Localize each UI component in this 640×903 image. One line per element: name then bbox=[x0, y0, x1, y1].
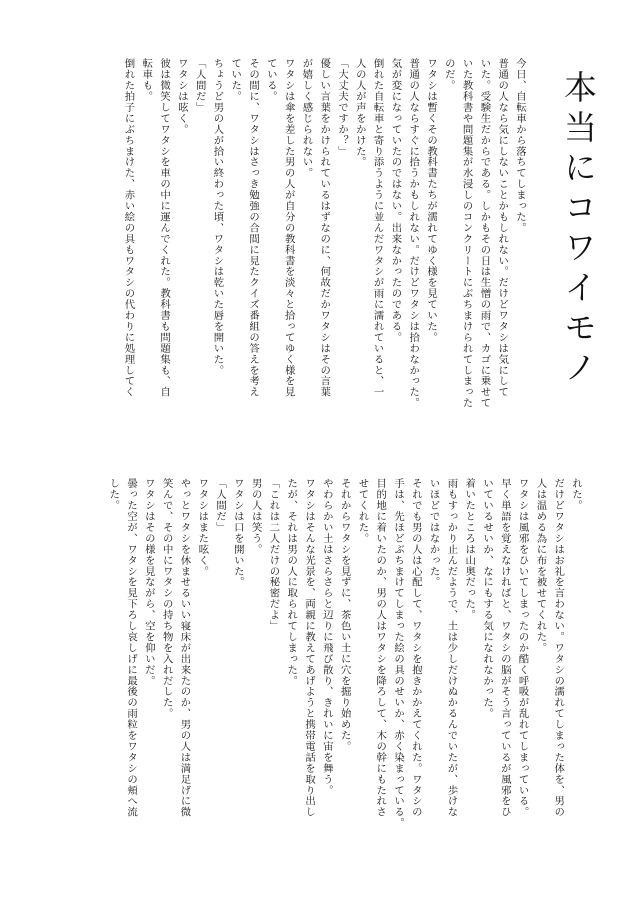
text-line: その間に、ワタシはさっき勉強の合間に見たクイズ番組の答えを考え bbox=[247, 58, 260, 398]
text-line: ている。 bbox=[264, 58, 277, 102]
text-line: 手は、先ほどぶちまけてしまった絵の具のせいか、赤く染まっている。 bbox=[392, 478, 405, 829]
text-line: ワタシはまた呟く。 bbox=[196, 478, 209, 577]
text-line: 彼は微笑してワタシを車の中に運んでくれた。教科書も問題集も、自 bbox=[158, 58, 171, 398]
text-line: ワタシは暫くその教科書たちが濡れてゆく様を見ていた。 bbox=[425, 58, 438, 343]
text-line: ワタシは呟く。 bbox=[175, 58, 188, 135]
text-line: 早く単語を覚えなければと、ワタシの脳がそう言っているが風邪をひ bbox=[498, 478, 511, 818]
text-line: ていた。 bbox=[229, 58, 242, 102]
story-title: 本当にコワイモノ bbox=[559, 70, 598, 390]
text-line: たが、それは男の人に取られてしまった。 bbox=[285, 478, 298, 687]
text-line: いているせいか、なにもする気になれなかった。 bbox=[481, 478, 494, 719]
text-line: ワタシは風邪をひいてしまったのか酷く呼吸が乱れてしまっている。 bbox=[516, 478, 529, 818]
text-line: 男の人は笑う。 bbox=[249, 478, 262, 555]
text-line: いほどではなかった。 bbox=[427, 478, 440, 588]
text-line: ちょうど男の人が拾い終わった頃、ワタシは乾いた唇を開いた。 bbox=[211, 58, 224, 376]
text-line: 人の人が声をかけた。 bbox=[353, 58, 366, 168]
text-line: いた教科書や問題集が水浸しのコンクリートにぶちまけられてしまった bbox=[460, 58, 473, 409]
text-line: 着いたところは山奥だった。 bbox=[463, 478, 476, 621]
text-line: 笑んで、その中にワタシの持ち物を入れだした。 bbox=[160, 478, 173, 719]
text-line: れた。 bbox=[570, 478, 582, 511]
text-line: が嬉しく感じられない。 bbox=[300, 58, 313, 179]
text-line: 「人間だ」 bbox=[193, 58, 206, 113]
text-line: 「これは二人だけの秘密だよ」 bbox=[267, 478, 280, 632]
text-line: ワタシは口を開いた。 bbox=[231, 478, 244, 588]
text-line: やわらかい土はさらさらと辺りに飛び散り、きれいに宙を舞う。 bbox=[320, 478, 333, 796]
text-line: 人は温める為に布を被せてくれた。 bbox=[534, 478, 547, 654]
text-line: ワタシはそんな光景を、両親に教えてあげようと携帯電話を取り出し bbox=[303, 478, 316, 818]
text-line: 今日、自転車から落ちてしまった。 bbox=[514, 58, 526, 234]
text-line: 目的地に着いたのか、男の人はワタシを降ろして、木の幹にもたれさ bbox=[374, 478, 387, 818]
story-text-upper-column bbox=[76, 58, 528, 436]
text-line: だけどワタシはお礼を言わない。ワタシの濡れてしまった体を、男の bbox=[552, 478, 565, 818]
text-line: した。 bbox=[107, 478, 120, 511]
text-line: せてくれた。 bbox=[356, 478, 369, 544]
text-line: のだ。 bbox=[442, 58, 455, 91]
text-line: 気が変になっていたのではない。出来なかったのである。 bbox=[389, 58, 402, 343]
text-line: ワタシはその様を見ながら、空を仰いだ。 bbox=[142, 478, 155, 687]
text-line: それからワタシを見ずに、茶色い土に穴を掘り始めた。 bbox=[338, 478, 351, 752]
story-text-lower-column bbox=[56, 478, 584, 878]
text-line: 優しい言葉をかけられているはずなのに、何故だかワタシはその言葉 bbox=[318, 58, 331, 398]
text-line: 「大丈夫ですか？」 bbox=[336, 58, 349, 157]
text-line: ワタシは傘を差した男の人が自分の教科書を淡々と拾ってゆく様を見 bbox=[282, 58, 295, 398]
text-line: それでも男の人は心配して、ワタシを抱きかかえてくれた。ワタシの bbox=[409, 478, 422, 818]
text-line: 普通の人なら気にしないことかもしれない。だけどワタシは気にして bbox=[496, 58, 509, 398]
text-line: やっとワタシを休ませるいい寝床が出来たのか、男の人は満足げに微 bbox=[178, 478, 191, 818]
text-line: 転車も。 bbox=[140, 58, 153, 102]
text-line: 曇った空が、ワタシを見下ろし哀しげに最後の雨粒をワタシの頬へ流 bbox=[125, 478, 138, 818]
text-line: 雨もすっかり止んだようで、土は少しだけぬかるんでいたが、歩けな bbox=[445, 478, 458, 818]
text-line: 普通の人ならすぐに拾うかもしれない。だけどワタシは拾わなかった。 bbox=[407, 58, 420, 409]
text-line: 「人間だ」 bbox=[214, 478, 227, 533]
text-line: 倒れた自転車と寄り添うように並んだワタシが雨に濡れていると、一 bbox=[371, 58, 384, 398]
text-line: いた。受験生だからである。しかもその日は生憎の雨で、カゴに乗せて bbox=[478, 58, 491, 409]
text-line: 倒れた拍子にぶちまけた、赤い絵の具もワタシの代わりに処理してく bbox=[122, 58, 135, 398]
